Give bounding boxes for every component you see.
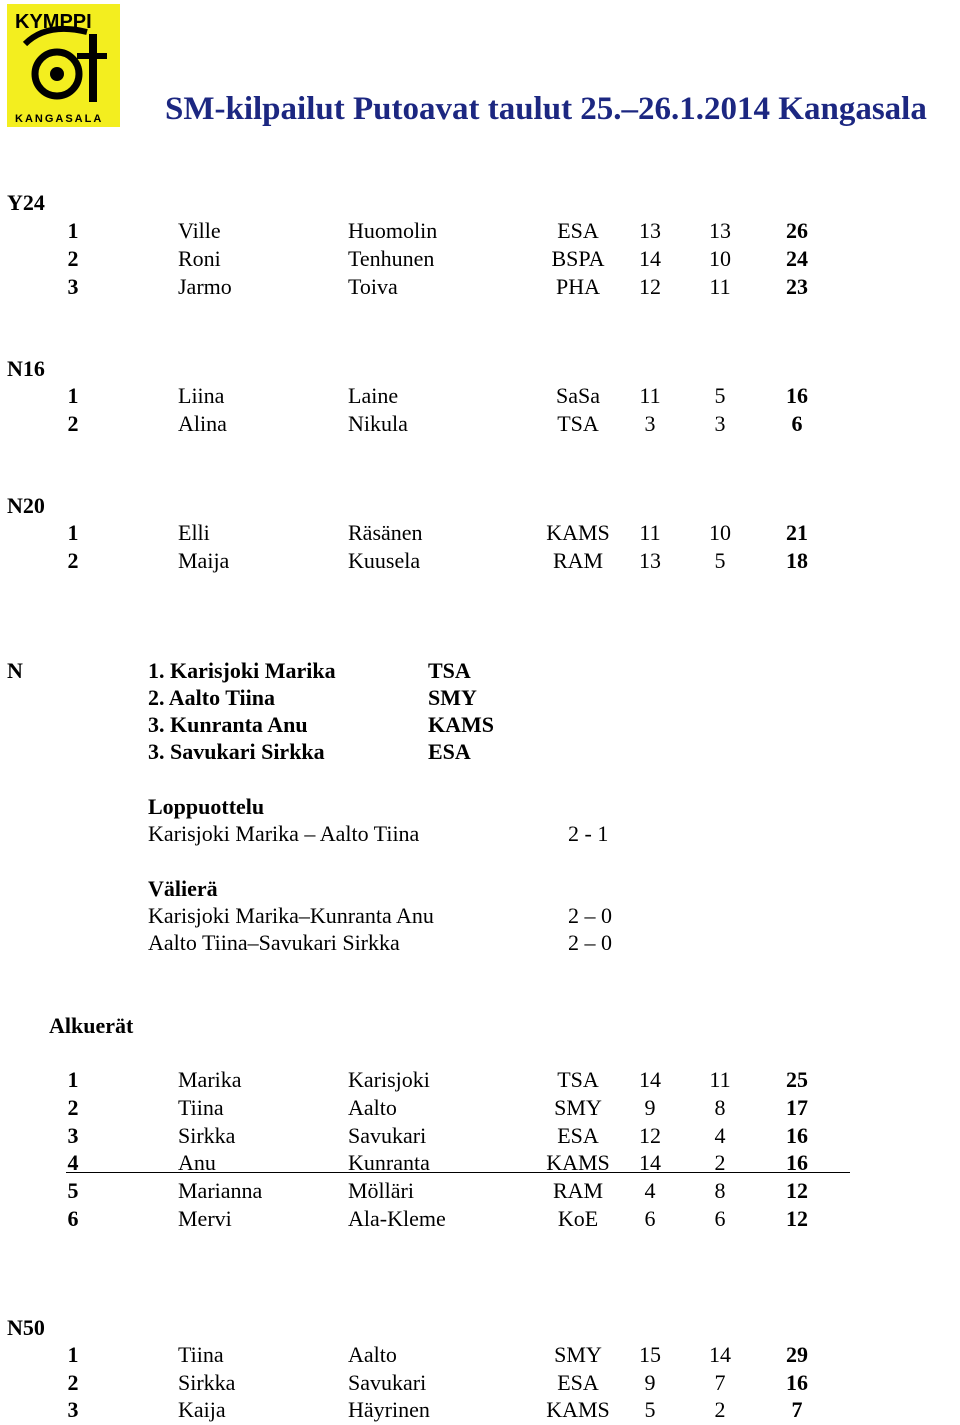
first-name: Elli — [178, 520, 210, 545]
total: 25 — [786, 1067, 808, 1092]
total: 26 — [786, 218, 808, 243]
club: ESA — [557, 1370, 599, 1395]
first-name: Anu — [178, 1150, 216, 1175]
table-row — [0, 1342, 960, 1370]
last-name: Nikula — [348, 411, 408, 436]
match-score: 2 – 0 — [568, 903, 612, 928]
score-2: 14 — [709, 1342, 731, 1367]
score-2: 11 — [709, 274, 731, 299]
total: 16 — [786, 1123, 808, 1148]
section-label-n50: N50 — [7, 1315, 45, 1340]
score-1: 3 — [644, 411, 656, 436]
rank: 3 — [67, 1397, 79, 1422]
rank: 2 — [67, 548, 79, 573]
score-2: 10 — [709, 246, 731, 271]
table-row — [0, 1095, 960, 1123]
logo-text-top: KYMPPI — [15, 11, 92, 33]
last-name: Mölläri — [348, 1178, 414, 1203]
last-name: Tenhunen — [348, 246, 435, 271]
total: 29 — [786, 1342, 808, 1367]
score-2: 5 — [714, 383, 726, 408]
last-name: Kunranta — [348, 1150, 430, 1175]
score-1: 11 — [639, 520, 661, 545]
last-name: Toiva — [348, 274, 398, 299]
standing-name: 1. Karisjoki Marika — [148, 658, 336, 683]
first-name: Marianna — [178, 1178, 263, 1203]
score-1: 6 — [644, 1206, 656, 1231]
club: SMY — [554, 1342, 602, 1367]
match-score: 2 - 1 — [568, 821, 609, 846]
club: KAMS — [546, 520, 610, 545]
club: KoE — [557, 1206, 599, 1231]
last-name: Kuusela — [348, 548, 421, 573]
club: KAMS — [546, 1150, 610, 1175]
total: 21 — [786, 520, 808, 545]
section-label-n16: N16 — [7, 356, 45, 381]
standing-club: KAMS — [428, 712, 494, 737]
score-1: 9 — [644, 1095, 656, 1120]
club: RAM — [552, 548, 604, 573]
club: PHA — [555, 274, 600, 299]
club: SaSa — [556, 383, 600, 408]
total: 23 — [786, 274, 808, 299]
total: 12 — [786, 1178, 808, 1203]
score-2: 8 — [714, 1178, 726, 1203]
prelims-heading: Alkuerät — [49, 1013, 134, 1038]
first-name: Jarmo — [178, 274, 232, 299]
club: ESA — [557, 218, 599, 243]
last-name: Karisjoki — [348, 1067, 430, 1092]
last-name: Savukari — [348, 1123, 427, 1148]
club: SMY — [554, 1095, 602, 1120]
first-name: Sirkka — [178, 1370, 236, 1395]
first-name: Ville — [178, 218, 221, 243]
rank: 5 — [67, 1178, 79, 1203]
page-title: SM-kilpailut Putoavat taulut 25.–26.1.2014 Kangasala — [165, 91, 927, 127]
score-2: 2 — [714, 1397, 726, 1422]
total: 16 — [786, 383, 808, 408]
standing-club: ESA — [428, 739, 471, 764]
score-2: 5 — [714, 548, 726, 573]
score-1: 11 — [639, 383, 661, 408]
rank: 2 — [67, 1095, 79, 1120]
first-name: Mervi — [178, 1206, 232, 1231]
first-name: Sirkka — [178, 1123, 236, 1148]
score-2: 11 — [709, 1067, 731, 1092]
score-2: 4 — [714, 1123, 726, 1148]
club-logo — [7, 4, 120, 127]
table-row — [0, 520, 960, 548]
score-1: 12 — [639, 1123, 661, 1148]
last-name: Aalto — [348, 1095, 397, 1120]
rank: 1 — [67, 383, 79, 408]
score-2: 7 — [714, 1370, 726, 1395]
total: 24 — [786, 246, 808, 271]
match-players: Karisjoki Marika – Aalto Tiina — [148, 821, 420, 846]
club: BSPA — [551, 246, 605, 271]
score-1: 9 — [644, 1370, 656, 1395]
score-1: 4 — [644, 1178, 656, 1203]
qualification-cutoff-line — [66, 1172, 850, 1173]
rank: 3 — [67, 1123, 79, 1148]
section-label-n: N — [7, 658, 23, 683]
first-name: Liina — [178, 383, 225, 408]
table-row — [0, 274, 960, 302]
standing-name: 3. Savukari Sirkka — [148, 739, 325, 764]
match-row — [0, 903, 960, 931]
score-2: 2 — [714, 1150, 726, 1175]
section-label-y24: Y24 — [7, 190, 45, 215]
last-name: Aalto — [348, 1342, 397, 1367]
first-name: Maija — [178, 548, 230, 573]
rank: 1 — [67, 520, 79, 545]
total: 12 — [786, 1206, 808, 1231]
score-1: 12 — [639, 274, 661, 299]
rank: 2 — [67, 246, 79, 271]
club: TSA — [557, 1067, 599, 1092]
first-name: Tiina — [178, 1342, 224, 1367]
score-2: 8 — [714, 1095, 726, 1120]
standing-name: 2. Aalto Tiina — [148, 685, 275, 710]
score-1: 15 — [639, 1342, 661, 1367]
table-row — [0, 1178, 960, 1206]
last-name: Laine — [348, 383, 399, 408]
first-name: Marika — [178, 1067, 242, 1092]
score-1: 14 — [639, 1150, 661, 1175]
table-row — [0, 246, 960, 274]
match-score: 2 – 0 — [568, 930, 612, 955]
match-row — [0, 930, 960, 958]
total: 7 — [791, 1397, 803, 1422]
club: ESA — [557, 1123, 599, 1148]
first-name: Alina — [178, 411, 227, 436]
table-row — [0, 1370, 960, 1398]
first-name: Kaija — [178, 1397, 226, 1422]
match-players: Aalto Tiina–Savukari Sirkka — [148, 930, 400, 955]
first-name: Roni — [178, 246, 221, 271]
table-row — [0, 218, 960, 246]
score-2: 10 — [709, 520, 731, 545]
club: RAM — [552, 1178, 604, 1203]
score-1: 14 — [639, 1067, 661, 1092]
last-name: Huomolin — [348, 218, 438, 243]
table-row — [0, 1206, 960, 1234]
table-row — [0, 1123, 960, 1151]
section-label-n20: N20 — [7, 493, 45, 518]
logo-text-bottom: KANGASALA — [15, 113, 104, 125]
last-name: Räsänen — [348, 520, 423, 545]
last-name: Ala-Kleme — [348, 1206, 446, 1231]
score-1: 13 — [639, 548, 661, 573]
club: TSA — [557, 411, 599, 436]
match-players: Karisjoki Marika–Kunranta Anu — [148, 903, 434, 928]
rank: 2 — [67, 411, 79, 436]
rank: 4 — [67, 1150, 79, 1175]
club: KAMS — [546, 1397, 610, 1422]
semis-heading: Välierä — [148, 876, 218, 901]
rank: 1 — [67, 1342, 79, 1367]
total: 18 — [786, 548, 808, 573]
last-name: Häyrinen — [348, 1397, 430, 1422]
score-1: 5 — [644, 1397, 656, 1422]
total: 16 — [786, 1370, 808, 1395]
match-row — [0, 821, 960, 849]
rank: 2 — [67, 1370, 79, 1395]
total: 6 — [791, 411, 803, 436]
score-2: 3 — [714, 411, 726, 436]
rank: 1 — [67, 1067, 79, 1092]
score-1: 14 — [639, 246, 661, 271]
standing-club: SMY — [428, 685, 477, 710]
rank: 3 — [67, 274, 79, 299]
table-row — [0, 1397, 960, 1425]
table-row — [0, 548, 960, 576]
table-row — [0, 383, 960, 411]
table-row — [0, 1150, 960, 1178]
standing-club: TSA — [428, 658, 471, 683]
first-name: Tiina — [178, 1095, 224, 1120]
rank: 1 — [67, 218, 79, 243]
score-2: 6 — [714, 1206, 726, 1231]
total: 17 — [786, 1095, 808, 1120]
table-row — [0, 1067, 960, 1095]
rank: 6 — [67, 1206, 79, 1231]
last-name: Savukari — [348, 1370, 427, 1395]
standing-name: 3. Kunranta Anu — [148, 712, 308, 737]
score-1: 13 — [639, 218, 661, 243]
table-row — [0, 411, 960, 439]
final-heading: Loppuottelu — [148, 794, 265, 819]
score-2: 13 — [709, 218, 731, 243]
total: 16 — [786, 1150, 808, 1175]
